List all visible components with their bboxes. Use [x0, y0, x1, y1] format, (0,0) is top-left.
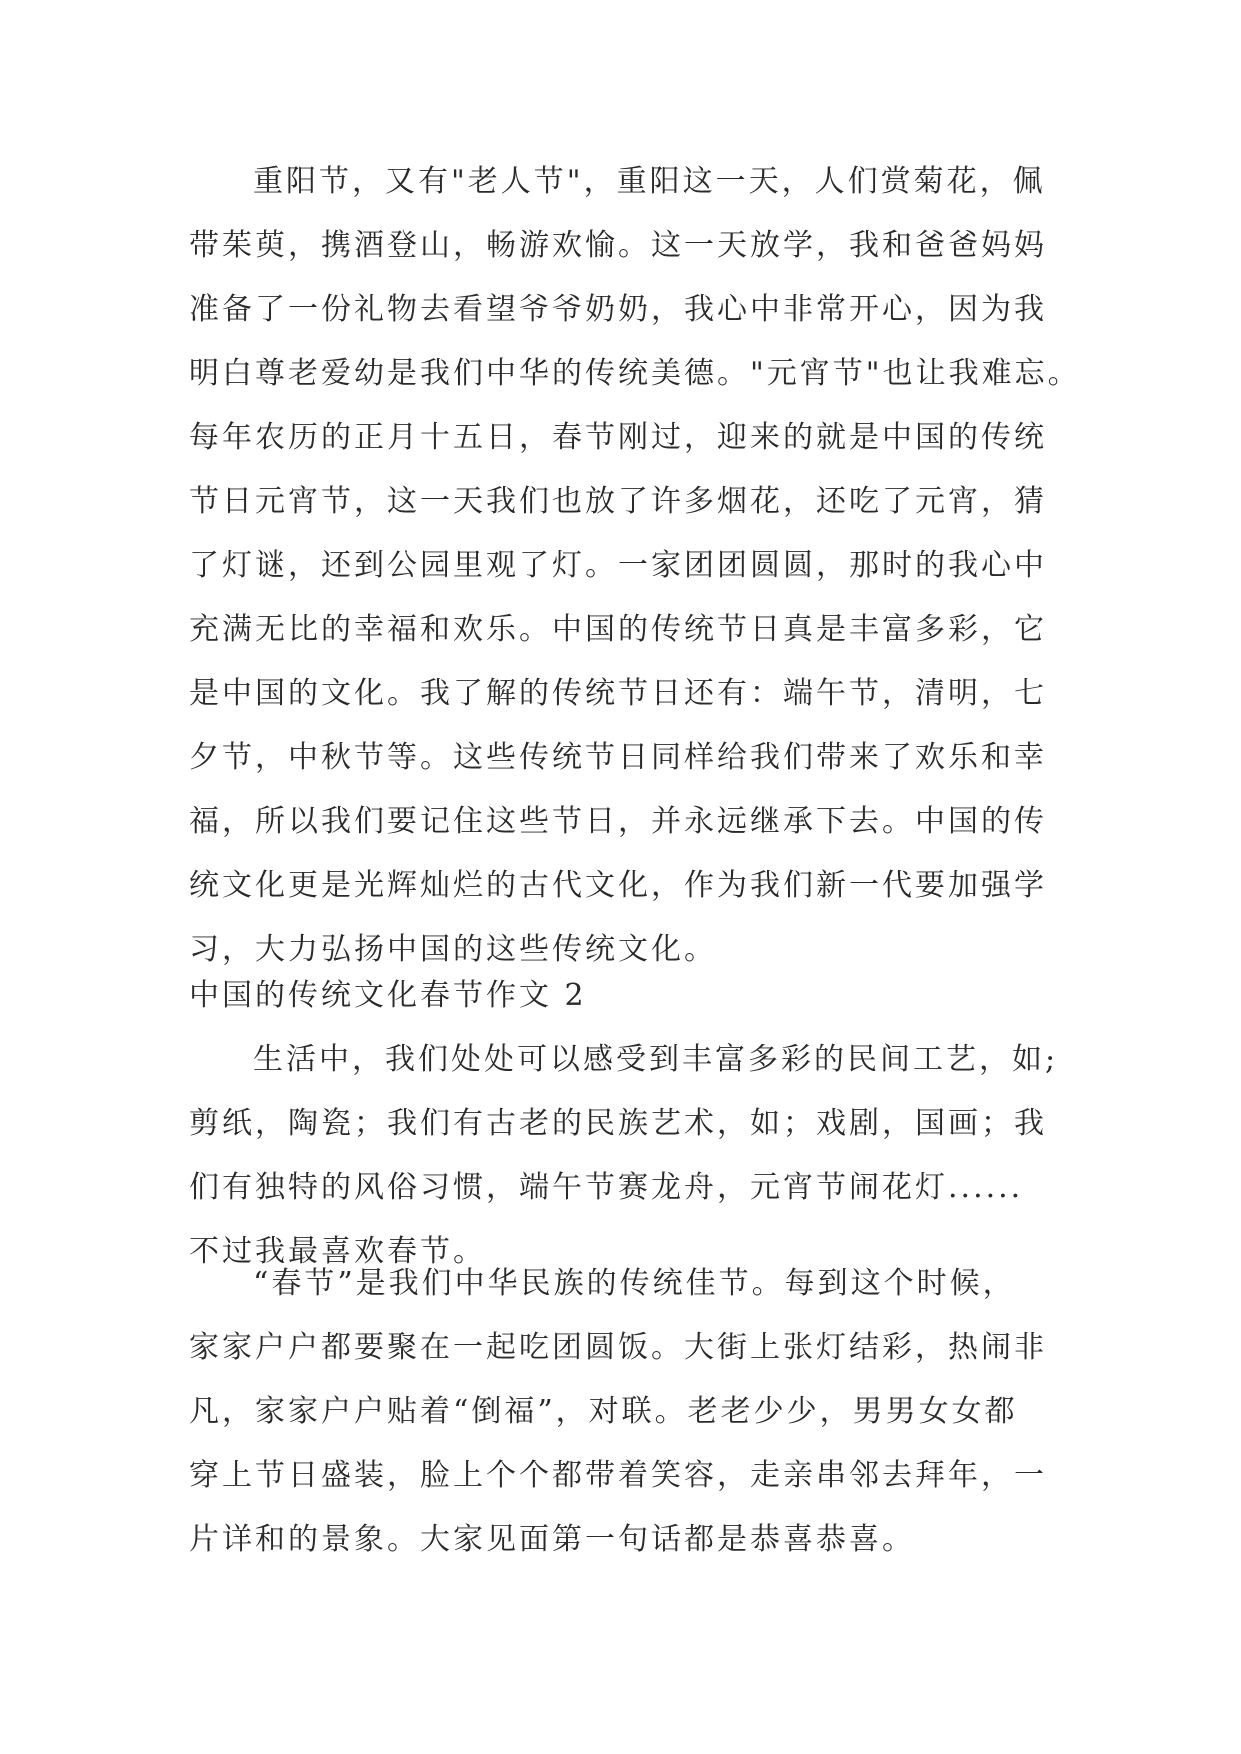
paragraph-line: 习，大力弘扬中国的这些传统文化。: [189, 932, 717, 967]
paragraph-line: 夕节，中秋节等。这些传统节日同样给我们带来了欢乐和幸: [189, 740, 1047, 775]
paragraph-line: 生活中，我们处处可以感受到丰富多彩的民间工艺，如;: [253, 1042, 1059, 1077]
paragraph-line: 充满无比的幸福和欢乐。中国的传统节日真是丰富多彩，它: [189, 612, 1047, 647]
paragraph-line: 是中国的文化。我了解的传统节日还有：端午节，清明，七: [189, 676, 1047, 711]
paragraph-line: 凡，家家户户贴着“倒福”，对联。老老少少，男男女女都: [189, 1394, 1018, 1429]
paragraph-chongyang-yuanxiao: [189, 150, 1081, 982]
section-title: [189, 964, 1059, 1028]
paragraph-line: 片详和的景象。大家见面第一句话都是恭喜恭喜。: [189, 1522, 915, 1557]
paragraph-line: “春节”是我们中华民族的传统佳节。每到这个时候，: [253, 1266, 1016, 1301]
paragraph-line: 带茱萸，携酒登山，畅游欢愉。这一天放学，我和爸爸妈妈: [189, 228, 1047, 263]
paragraph-line: 们有独特的风俗习惯，端午节赛龙舟，元宵节闹花灯......: [189, 1170, 1024, 1205]
paragraph-line: 家家户户都要聚在一起吃团圆饭。大街上张灯结彩，热闹非: [189, 1330, 1047, 1365]
paragraph-line: 统文化更是光辉灿烂的古代文化，作为我们新一代要加强学: [189, 868, 1047, 903]
paragraph-line: 明白尊老爱幼是我们中华的传统美德。"元宵节"也让我难忘。: [189, 356, 1081, 391]
paragraph-line: 准备了一份礼物去看望爷爷奶奶，我心中非常开心，因为我: [189, 292, 1047, 327]
paragraph-line: 剪纸，陶瓷；我们有古老的民族艺术，如；戏剧，国画；我: [189, 1106, 1047, 1141]
paragraph-line: 不过我最喜欢春节。: [189, 1234, 486, 1269]
paragraph-line: 重阳节，又有"老人节"，重阳这一天，人们赏菊花，佩: [253, 164, 1046, 199]
paragraph-line: 每年农历的正月十五日，春节刚过，迎来的就是中国的传统: [189, 420, 1047, 455]
paragraph-line: 穿上节日盛装，脸上个个都带着笑容，走亲串邻去拜年，一: [189, 1458, 1047, 1493]
paragraph-line: 节日元宵节，这一天我们也放了许多烟花，还吃了元宵，猜: [189, 484, 1047, 519]
paragraph-spring-festival: [189, 1252, 1059, 1572]
section-title-text: 中国的传统文化春节作文 2: [189, 978, 587, 1013]
paragraph-folk-arts: [189, 1028, 1059, 1284]
paragraph-line: 福，所以我们要记住这些节日，并永远继承下去。中国的传: [189, 804, 1047, 839]
paragraph-line: 了灯谜，还到公园里观了灯。一家团团圆圆，那时的我心中: [189, 548, 1047, 583]
